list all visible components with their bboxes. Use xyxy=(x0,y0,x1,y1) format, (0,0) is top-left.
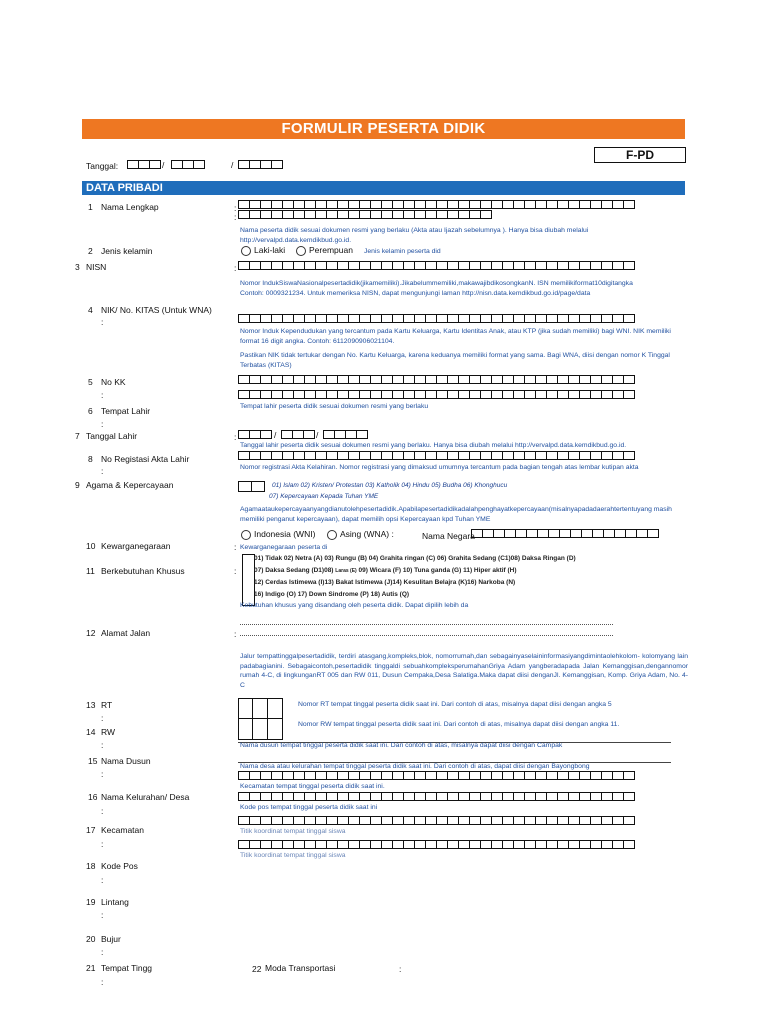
field-number: 22 xyxy=(252,964,262,974)
field-number: 2 xyxy=(88,246,93,256)
kelurahan-note: Nama desa atau kelurahan tempat tinggal peserta didik saat ini. Dari contoh di atas, dapat diisi dengan Bayongbong xyxy=(240,763,590,770)
citizenship-wna-option[interactable]: Asing (WNA) : xyxy=(327,529,394,540)
jenis-kelamin-label: Jenis kelamin xyxy=(101,246,153,256)
field-number: 7 xyxy=(75,431,80,441)
date-separator: / xyxy=(231,160,234,170)
kode-pos-label: Kode Pos xyxy=(101,861,138,871)
nisn-note: Nomor IndukSiswaNasionalpesertadidik(jikamemiliki).Jikabelummemiliki,makawajibdikosongkanN. ISN memilikiformat10digitangka Contoh: 0009321234. Untuk memeriksa NISN, dapat mengunjungi laman http://nisn.data.kemdikbud.go.id/page/data xyxy=(240,280,633,297)
transportasi-label: Moda Transportasi xyxy=(265,963,336,973)
akta-label: No Registasi Akta Lahir xyxy=(101,454,190,464)
bk-options-3: 12) Cerdas Istimewa (I)13) Bakat Istimewa (J)14) Kesulitan Belajra (K)16) Narkoba (N) xyxy=(254,579,516,586)
no-kk-boxes[interactable] xyxy=(238,375,634,384)
agama-options-1: 01) Islam 02) Kristen/ Protestan 03) Katholik 04) Hindu 05) Budha 06) Khonghucu xyxy=(272,482,508,489)
kewarganegaraan-note: Kewarganegaraan peserta di xyxy=(240,544,328,551)
alamat-line-2[interactable] xyxy=(240,629,613,636)
colon: : xyxy=(101,947,104,957)
berkebutuhan-label: Berkebutuhan Khusus xyxy=(101,566,185,576)
field-number: 15 xyxy=(88,756,98,766)
field-number: 18 xyxy=(86,861,96,871)
gender-female-option[interactable]: Perempuan xyxy=(296,245,353,256)
date-separator: / xyxy=(162,160,165,170)
rw-label: RW xyxy=(101,727,116,737)
field-number: 19 xyxy=(86,897,96,907)
colon: : xyxy=(101,713,104,723)
radio-icon xyxy=(241,246,251,256)
field-number: 11 xyxy=(86,566,95,576)
bk-options-4: 16) Indigo (O) 17) Down Sindrome (P) 18) Autis (Q) xyxy=(254,591,410,598)
nisn-boxes[interactable] xyxy=(238,261,634,270)
colon: : xyxy=(101,317,104,327)
agama-boxes[interactable] xyxy=(238,481,264,492)
colon: : xyxy=(399,964,402,974)
dusun-note: Nama dusun tempat tinggal peserta didik saat ini. Dari contoh di atas, misalnya dapat diisi dengan Campak xyxy=(240,742,563,749)
dusun-label: Nama Dusun xyxy=(101,756,151,766)
section-header: DATA PRIBADI xyxy=(82,181,685,195)
bujur-note: Titik koordinat tempat tinggal siswa xyxy=(240,852,346,859)
page-title: FORMULIR PESERTA DIDIK xyxy=(281,120,486,137)
field-number: 17 xyxy=(86,825,96,835)
rw-note: Nomor RW tempat tinggal peserta didik saat ini. Dari contoh di atas, misalnya dapat diisi dengan angka 11. xyxy=(298,721,620,728)
field-number: 14 xyxy=(86,727,96,737)
nama-label: Nama Lengkap xyxy=(101,202,159,212)
colon: : xyxy=(234,629,237,639)
lintang-label: Lintang xyxy=(101,897,129,907)
nik-note: Nomor Induk Kependudukan yang tercantum pada Kartu Keluarga, Kartu Identitas Anak, atau KTP (jika sudah memiliki) bagi WNI. NIK memiliki format 16 digit angka. Contoh: 6112090906021104. xyxy=(240,328,671,345)
nama-boxes-row2[interactable] xyxy=(238,210,491,219)
kewarganegaraan-label: Kewarganegaraan xyxy=(101,541,171,551)
tanggal-day-boxes[interactable] xyxy=(127,160,160,169)
tempat-lahir-boxes[interactable] xyxy=(238,390,634,399)
tanggal-lahir-note: Tanggal lahir peserta didik sesuai dokumen resmi yang berlaku. Hanya bisa diubah melalui http://vervalpd.data.kemdikbud.go.id. xyxy=(240,442,627,449)
colon: : xyxy=(234,203,237,213)
colon: : xyxy=(101,466,104,476)
tanggal-lahir-label: Tanggal Lahir xyxy=(86,431,138,441)
lintang-boxes[interactable] xyxy=(238,816,634,825)
field-number: 8 xyxy=(88,454,93,464)
rt-note: Nomor RT tempat tinggal peserta didik saat ini. Dari contoh di atas, misalnya dapat diisi dengan angka 5 xyxy=(298,701,612,708)
nama-note: Nama peserta didik sesuai dokumen resmi yang berlaku (Akta atau Ijazah sebelumnya ). Hanya bisa diubah melalui http://vervalpd.data.kemdikbud.go.id. xyxy=(240,227,589,244)
colon: : xyxy=(101,806,104,816)
kecamatan-boxes[interactable] xyxy=(238,771,634,780)
field-number: 4 xyxy=(88,305,93,315)
field-number: 13 xyxy=(86,700,96,710)
agama-options-2: 07) Kepercayaan Kepada Tuhan YME xyxy=(269,493,379,500)
nama-negara-boxes[interactable] xyxy=(471,529,658,538)
gender-male-option[interactable]: Laki-laki xyxy=(241,245,285,256)
colon: : xyxy=(101,740,104,750)
radio-icon xyxy=(296,246,306,256)
date-separator: / xyxy=(274,430,277,440)
bk-options-2: 07) Daksa Sedang (D1)08) Laras (E) 09) Wicara (F) 10) Tuna ganda (G) 11) Hiper aktif (H) xyxy=(254,567,517,574)
tgl-lahir-month-boxes[interactable] xyxy=(281,430,314,439)
field-number: 5 xyxy=(88,377,93,387)
radio-icon xyxy=(327,530,337,540)
nama-boxes-row1[interactable] xyxy=(238,200,634,209)
bk-note: Kebutuhan khusus yang disandang oleh peserta didik. Dapat dipilih lebih da xyxy=(240,602,469,609)
field-number: 10 xyxy=(86,541,96,551)
alamat-line-1[interactable] xyxy=(240,618,613,625)
citizenship-wni-option[interactable]: Indonesia (WNI) xyxy=(241,529,315,540)
date-separator: / xyxy=(316,430,319,440)
colon: : xyxy=(101,875,104,885)
field-number: 16 xyxy=(88,792,98,802)
colon: : xyxy=(101,977,104,987)
radio-icon xyxy=(241,530,251,540)
bujur-label: Bujur xyxy=(101,934,121,944)
bk-options-1: 01) Tidak 02) Netra (A) 03) Rungu (B) 04) Grahita ringan (C) 06) Grahita Sedang (C1)08) Daksa Ringan (D) xyxy=(254,555,576,562)
gender-note: Jenis kelamin peserta did xyxy=(364,248,441,255)
field-number: 1 xyxy=(88,202,93,212)
no-kk-label: No KK xyxy=(101,377,126,387)
rt-label: RT xyxy=(101,700,113,710)
nik-note-2: Pastikan NIK tidak tertukar dengan No. Kartu Keluarga, karena keduanya memiliki format yang sama. Bagi WNA, diisi dengan nomor K Tinggal Terbatas (KITAS) xyxy=(240,352,670,369)
tempat-note: Tempat lahir peserta didik sesuai dokumen resmi yang berlaku xyxy=(240,403,429,410)
tgl-lahir-day-boxes[interactable] xyxy=(238,430,271,439)
kecamatan-note: Kecamatan tempat tinggal peserta didik saat ini. xyxy=(240,783,385,790)
rt-rw-boxes[interactable] xyxy=(238,698,283,740)
kode-pos-boxes[interactable] xyxy=(238,792,634,801)
akta-boxes[interactable] xyxy=(238,451,634,460)
colon: : xyxy=(101,839,104,849)
colon: : xyxy=(101,910,104,920)
field-number: 20 xyxy=(86,934,96,944)
colon: : xyxy=(101,419,104,429)
colon: : xyxy=(101,390,104,400)
bujur-boxes[interactable] xyxy=(238,840,634,849)
nama-negara-label: Nama Negara xyxy=(422,531,475,541)
tempat-lahir-label: Tempat Lahir xyxy=(101,406,151,416)
akta-note: Nomor registrasi Akta Kelahiran. Nomor registrasi yang dimaksud umumnya tercantum pada bagian tengah atas lembar kutipan akta xyxy=(240,464,639,471)
nik-boxes[interactable] xyxy=(238,314,634,323)
tanggal-year-boxes[interactable] xyxy=(238,160,282,169)
colon: : xyxy=(234,432,237,442)
kode-pos-note: Kode pos tempat tinggal peserta didik saat ini xyxy=(240,804,378,811)
kelurahan-label: Nama Kelurahan/ Desa xyxy=(101,792,190,802)
field-number: 12 xyxy=(86,628,96,638)
nik-label: NIK/ No. KITAS (Untuk WNA) xyxy=(101,305,212,315)
alamat-note: Jalur tempattinggalpesertadidik, terdiri atasgang,kompleks,blok, nomorrumah,dan sebagainyaselaininformasiyangdimintaolehkolom- kolomyang lain padabagianini. Sebagaicontoh,pesertadidik tinggaldi sebuahkompleksperumahanGriya Adam yangberadapada Jalan Kemanggisan,dengannomor rumah 4-C, di lingkunganRT 005 dan RW 011, Dusun Cempaka,Desa Salatiga.Maka dapat diisi denganJl. Kemanggisan, Komp. Griya Adam, No. 4-C xyxy=(240,653,688,689)
nisn-label: NISN xyxy=(86,262,107,272)
kecamatan-label: Kecamatan xyxy=(101,825,144,835)
tanggal-month-boxes[interactable] xyxy=(171,160,204,169)
agama-note: Agamaataukepercayaanyangdianutolehpesertadidik.Apabilapesertadidikadalahpenghayatkepercayaan(misalnyapadadaerahtertentuyang masih memiliki penganut kepercayaan), dapat memilih opsi Kepercayaan kpd Tuhan YME xyxy=(240,506,672,523)
colon: : xyxy=(234,542,237,552)
colon: : xyxy=(101,769,104,779)
alamat-label: Alamat Jalan xyxy=(101,628,151,638)
colon: : xyxy=(234,212,237,222)
agama-label: Agama & Kepercayaan xyxy=(86,480,174,490)
form-code: F-PD xyxy=(594,147,686,163)
tanggal-label: Tanggal: xyxy=(86,161,119,171)
tempat-tinggal-label: Tempat Tingg xyxy=(101,963,153,973)
tgl-lahir-year-boxes[interactable] xyxy=(323,430,367,439)
colon: : xyxy=(234,263,237,273)
field-number: 3 xyxy=(75,262,80,272)
field-number: 21 xyxy=(86,963,96,973)
field-number: 6 xyxy=(88,406,93,416)
lintang-note: Titik koordinat tempat tinggal siswa xyxy=(240,828,346,835)
colon: : xyxy=(234,566,237,576)
field-number: 9 xyxy=(75,480,80,490)
